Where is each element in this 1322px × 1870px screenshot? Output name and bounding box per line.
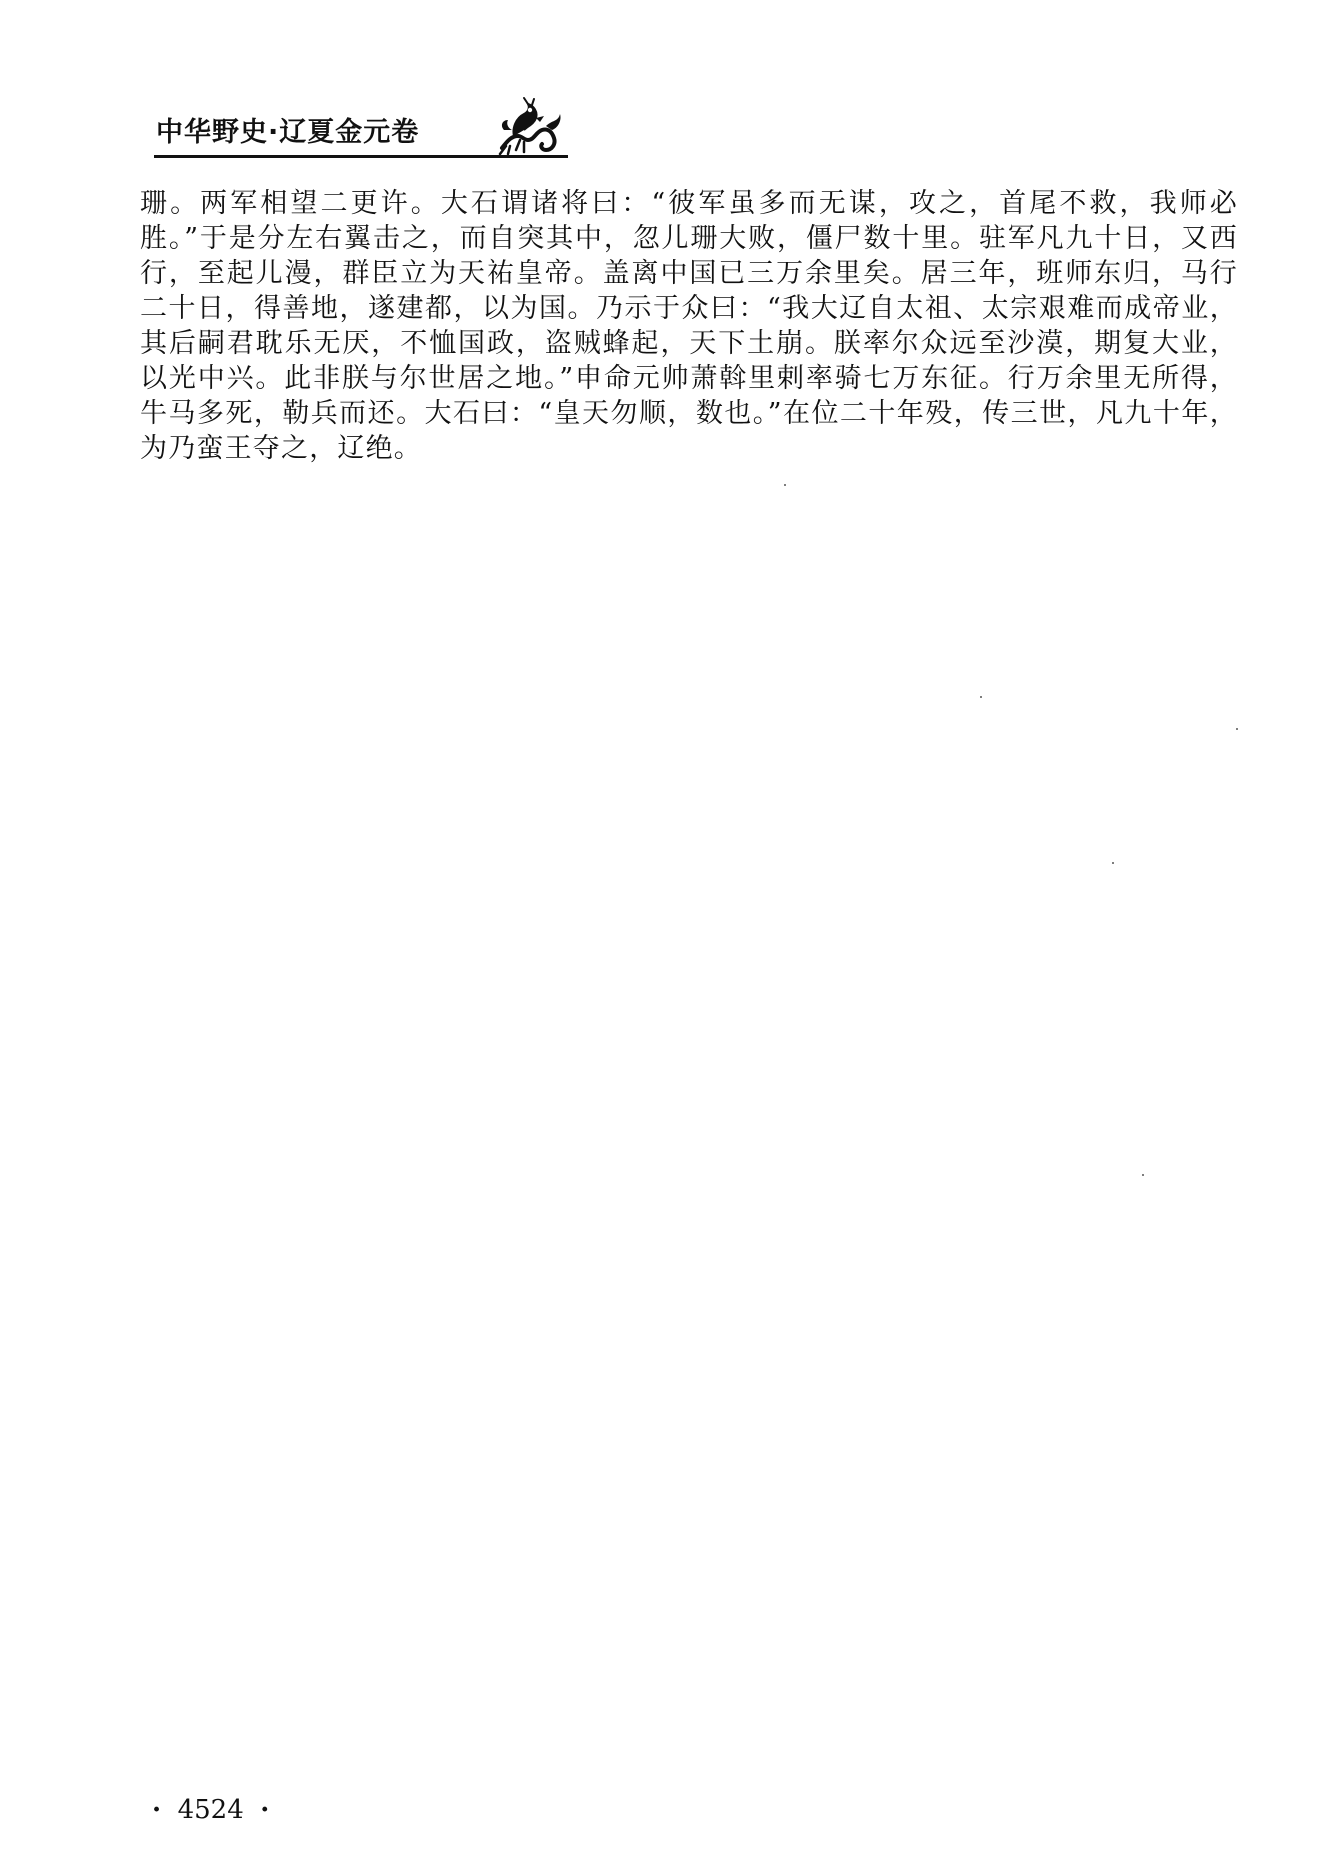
scan-speck (980, 696, 982, 698)
page-number: 4524 (177, 1795, 244, 1825)
page-number-bullet-left: · (152, 1795, 162, 1825)
dragon-icon (494, 96, 566, 156)
scan-speck (1112, 862, 1114, 864)
scan-speck (1142, 1174, 1144, 1176)
page-number-footer (152, 1795, 269, 1825)
scan-speck (1236, 728, 1238, 730)
scan-speck (784, 484, 786, 486)
page-number-bullet-right: · (260, 1795, 270, 1825)
book-title: 中华野史·辽夏金元卷 (156, 117, 420, 148)
running-header (154, 96, 568, 158)
body-paragraph: 珊。两军相望二更许。大石谓诸将曰：“彼军虽多而无谋，攻之，首尾不救，我师必胜。”于是分左右翼击之，而自突其中，忽儿珊大败，僵尸数十里。驻军凡九十日，又西行，至起儿漫，群臣立为天祐皇帝。盖离中国已三万余里矣。居三年，班师东归，马行二十日，得善地，遂建都，以为国。乃示于众曰：“我大辽自太祖、太宗艰难而成帝业，其后嗣君耽乐无厌，不恤国政，盗贼蜂起，天下土崩。朕率尔众远至沙漠，期复大业，以光中兴。此非朕与尔世居之地。”申命元帅萧斡里剌率骑七万东征。行万余里无所得，牛马多死，勒兵而还。大石曰：“皇天勿顺，数也。”在位二十年殁，传三世，凡九十年，为乃蛮王夺之，辽绝。 (140, 188, 1238, 464)
header-rule (154, 155, 568, 158)
